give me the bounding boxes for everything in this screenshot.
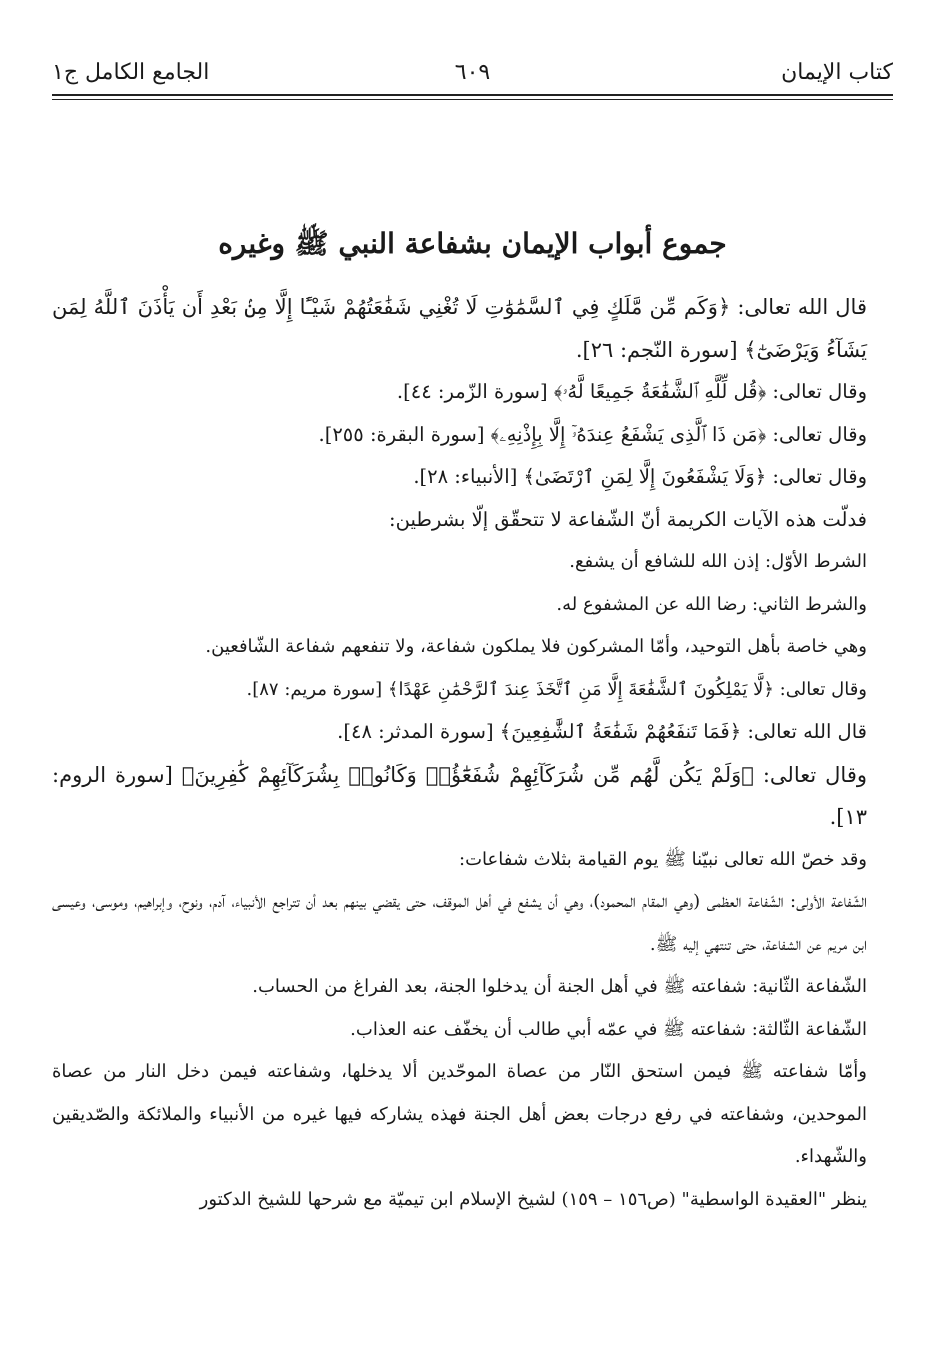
header-rule-thick (52, 94, 893, 96)
paragraph: قال الله تعالى: ﴿فَمَا تَنفَعُهُمْ شَفَٰعَةُ ٱلشَّٰفِعِينَ﴾ [سورة المدثر: ٤٨]. (337, 720, 867, 743)
paragraph: الشّفاعة الثّالثة: شفاعته ﷺ في عمّه أبي طالب أن يخفّف عنه العذاب. (350, 1018, 867, 1040)
paragraph: وقال تعالى: ﴿وَلَا يَشْفَعُونَ إِلَّا لِمَنِ ٱرْتَضَىٰ﴾ [الأنبياء: ٢٨]. (413, 465, 867, 488)
chapter-title: جموع أبواب الإيمان بشفاعة النبي ﷺ وغيره (218, 227, 727, 260)
paragraph: وقد خصّ الله تعالى نبيّنا ﷺ يوم القيامة بثلاث شفاعات: (459, 848, 867, 870)
header-rule-thin (52, 99, 893, 100)
paragraph: وقال تعالى: ﴿مَن ذَا ٱلَّذِى يَشْفَعُ عِندَهُۥٓ إِلَّا بِإِذْنِهِۦ﴾ [سورة البقرة: ٢٥٥]. (318, 422, 867, 446)
paragraph: وقال تعالى: ﴿قُل لِّلَّهِ ٱلشَّفَٰعَةُ جَمِيعًا لَّهُۥ﴾ [سورة الزّمر: ٤٤]. (396, 380, 867, 403)
body-text (52, 286, 893, 1221)
paragraph: ينظر "العقيدة الواسطية" (ص١٥٦ – ١٥٩) لشيخ الإسلام ابن تيميّة مع شرحها للشيخ الدكتور (199, 1188, 867, 1210)
running-header (52, 56, 893, 90)
paragraph: وهي خاصة بأهل التوحيد، وأمّا المشركون فلا يملكون شفاعة، ولا تنفعهم شفاعة الشّافعين. (205, 636, 867, 657)
paragraph: فدلّت هذه الآيات الكريمة أنّ الشّفاعة لا تتحقّق إلّا بشرطين: (389, 507, 867, 531)
paragraph: الشّفاعة الأولى: الشّفاعة العظمى (وهي المقام المحمود)، وهي أن يشفع في أهل الموقف، حتى يقضي بينهم بعد أن تتراجع الأنبياء، آدم، ونوح، وإبراهيم، وموسى، وعيسى ابن مريم عن الشفاعة، حتى تنتهي إليه ﷺ. (52, 891, 867, 955)
header-book-title: كتاب الإيمان (781, 60, 893, 85)
header-volume-title: الجامع الكامل ج١ (52, 60, 210, 85)
paragraph: الشّفاعة الثّانية: شفاعته ﷺ في أهل الجنة أن يدخلوا الجنة، بعد الفراغ من الحساب. (252, 976, 867, 997)
page-number: ٦٠٩ (454, 60, 491, 85)
paragraph: وقال تعالى: ﴿لَّا يَمْلِكُونَ ٱلشَّفَٰعَةَ إِلَّا مَنِ ٱتَّخَذَ عِندَ ٱلرَّحْمَٰنِ عَهْدًا﴾ [سورة مريم: ٨٧]. (246, 678, 867, 700)
paragraph: وأمّا شفاعته ﷺ فيمن استحق النّار من عصاة الموحّدين ألا يدخلها، وشفاعته فيمن دخل النار من عصاة الموحدين، وشفاعته في رفع درجات بعض أهل الجنة فهذه يشاركه فيها غيره من الأنبياء والملائكة والصّديقين والشّهداء. (52, 1061, 867, 1167)
paragraph: وقال تعالى: ﴿وَلَمْ يَكُن لَّهُم مِّن شُرَكَآئِهِمْ شُفَعَٰٓؤُا۟ وَكَانُوا۟ بِشُرَكَآئِهِمْ كَٰفِرِينَ﴾ [سورة الروم: ١٣]. (52, 762, 867, 829)
paragraph: الشرط الأوّل: إذن الله للشافع أن يشفع. (569, 551, 867, 572)
paragraph: قال الله تعالى: ﴿وَكَم مِّن مَّلَكٍ فِي ٱلسَّمَٰوَٰتِ لَا تُغْنِي شَفَٰعَتُهُمْ شَيْـًٔا إِلَّا مِنۢ بَعْدِ أَن يَأْذَنَ ٱللَّهُ لِمَن يَشَآءُ وَيَرْضَىٰٓ﴾ [سورة النّجم: ٢٦]. (52, 295, 867, 362)
paragraph: والشرط الثاني: رضا الله عن المشفوع له. (556, 593, 867, 615)
book-page (52, 0, 893, 1368)
